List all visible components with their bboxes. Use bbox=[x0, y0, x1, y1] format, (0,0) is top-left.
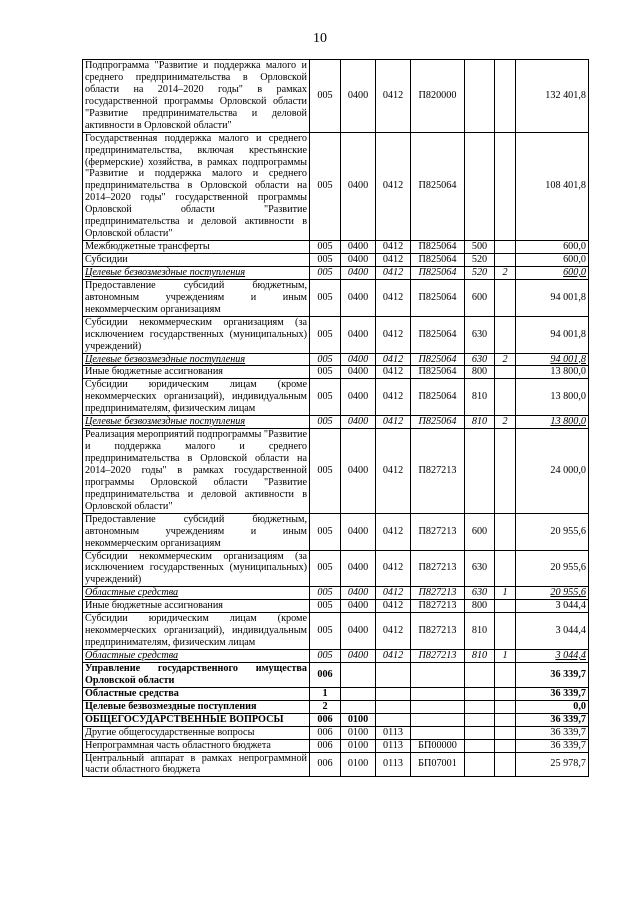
row-funding-source-code: 2 bbox=[495, 353, 516, 366]
row-subsection-code: 0113 bbox=[376, 739, 411, 752]
row-name: Непрограммная часть областного бюджета bbox=[83, 739, 310, 752]
row-target-article-code bbox=[411, 700, 465, 713]
row-name: Управление государственного имущества Орловской области bbox=[83, 662, 310, 687]
row-funding-source-code bbox=[495, 366, 516, 379]
row-grbs-code: 005 bbox=[310, 429, 341, 514]
row-amount: 3 044,4 bbox=[516, 650, 589, 663]
row-amount: 36 339,7 bbox=[516, 687, 589, 700]
row-section-code: 0400 bbox=[341, 416, 376, 429]
row-expense-type-code: 630 bbox=[465, 550, 495, 587]
row-name: Межбюджетные трансферты bbox=[83, 241, 310, 254]
row-amount: 20 955,6 bbox=[516, 587, 589, 600]
row-name: Субсидии некоммерческим организациям (за исключением государственных (муниципальных) учреждений) bbox=[83, 316, 310, 353]
table-row bbox=[83, 366, 589, 379]
row-grbs-code: 005 bbox=[310, 366, 341, 379]
row-section-code: 0400 bbox=[341, 60, 376, 133]
table-row bbox=[83, 132, 589, 240]
row-funding-source-code: 1 bbox=[495, 650, 516, 663]
row-grbs-code: 005 bbox=[310, 587, 341, 600]
row-name: Субсидии юридическим лицам (кроме некоммерческих организаций), индивидуальным предпринимателям, физическим лицам bbox=[83, 613, 310, 650]
row-target-article-code: П827213 bbox=[411, 429, 465, 514]
row-amount: 20 955,6 bbox=[516, 513, 589, 550]
row-target-article-code: П825064 bbox=[411, 379, 465, 416]
row-amount: 25 978,7 bbox=[516, 752, 589, 777]
row-funding-source-code bbox=[495, 513, 516, 550]
row-subsection-code: 0412 bbox=[376, 550, 411, 587]
row-target-article-code: П825064 bbox=[411, 366, 465, 379]
row-target-article-code: П827213 bbox=[411, 550, 465, 587]
row-grbs-code: 005 bbox=[310, 513, 341, 550]
row-amount: 132 401,8 bbox=[516, 60, 589, 133]
row-subsection-code: 0113 bbox=[376, 726, 411, 739]
table-row bbox=[83, 713, 589, 726]
row-section-code bbox=[341, 687, 376, 700]
row-expense-type-code: 520 bbox=[465, 254, 495, 267]
table-row bbox=[83, 726, 589, 739]
row-subsection-code: 0412 bbox=[376, 600, 411, 613]
row-target-article-code: П820000 bbox=[411, 60, 465, 133]
row-expense-type-code: 800 bbox=[465, 366, 495, 379]
row-subsection-code bbox=[376, 700, 411, 713]
row-funding-source-code bbox=[495, 739, 516, 752]
row-amount: 94 001,8 bbox=[516, 316, 589, 353]
row-target-article-code: П827213 bbox=[411, 600, 465, 613]
row-grbs-code: 005 bbox=[310, 650, 341, 663]
row-name: Субсидии bbox=[83, 254, 310, 267]
row-amount: 108 401,8 bbox=[516, 132, 589, 240]
row-subsection-code bbox=[376, 687, 411, 700]
row-section-code: 0400 bbox=[341, 241, 376, 254]
row-funding-source-code: 1 bbox=[495, 587, 516, 600]
table-row bbox=[83, 429, 589, 514]
row-expense-type-code bbox=[465, 132, 495, 240]
row-section-code: 0100 bbox=[341, 752, 376, 777]
row-name: Целевые безвозмездные поступления bbox=[83, 700, 310, 713]
row-grbs-code: 006 bbox=[310, 752, 341, 777]
row-section-code: 0400 bbox=[341, 650, 376, 663]
row-expense-type-code: 810 bbox=[465, 379, 495, 416]
table-row bbox=[83, 687, 589, 700]
row-grbs-code: 005 bbox=[310, 550, 341, 587]
row-target-article-code: П825064 bbox=[411, 132, 465, 240]
row-grbs-code: 005 bbox=[310, 416, 341, 429]
row-target-article-code: БП00000 bbox=[411, 739, 465, 752]
row-target-article-code: П825064 bbox=[411, 254, 465, 267]
table-row bbox=[83, 513, 589, 550]
row-funding-source-code: 2 bbox=[495, 266, 516, 279]
row-funding-source-code bbox=[495, 662, 516, 687]
row-subsection-code: 0412 bbox=[376, 279, 411, 316]
row-grbs-code: 006 bbox=[310, 739, 341, 752]
row-grbs-code: 006 bbox=[310, 726, 341, 739]
row-subsection-code: 0412 bbox=[376, 513, 411, 550]
row-expense-type-code: 630 bbox=[465, 316, 495, 353]
row-amount: 600,0 bbox=[516, 241, 589, 254]
row-amount: 36 339,7 bbox=[516, 662, 589, 687]
table-row bbox=[83, 60, 589, 133]
row-amount: 3 044,4 bbox=[516, 613, 589, 650]
row-grbs-code: 2 bbox=[310, 700, 341, 713]
row-expense-type-code bbox=[465, 739, 495, 752]
row-funding-source-code bbox=[495, 726, 516, 739]
row-section-code: 0400 bbox=[341, 429, 376, 514]
row-name: Иные бюджетные ассигнования bbox=[83, 366, 310, 379]
row-section-code: 0400 bbox=[341, 587, 376, 600]
row-target-article-code: П825064 bbox=[411, 353, 465, 366]
row-section-code: 0400 bbox=[341, 600, 376, 613]
row-name: Государственная поддержка малого и среднего предпринимательства, включая крестьянские (фермерские) хозяйства, в рамках подпрограммы "Развитие и поддержка малого и среднего предпринимательства в Орловской области на 2014–2020 годы" государственной программы Орловской области "Развитие предпринимательства и деловой активности в Орловской области" bbox=[83, 132, 310, 240]
row-target-article-code: П825064 bbox=[411, 416, 465, 429]
row-name: Подпрограмма "Развитие и поддержка малого и среднего предпринимательства в Орловской области на 2014–2020 годы" в рамках государственной программы Орловской области "Развитие предпринимательства и деловой активности в Орловской области" bbox=[83, 60, 310, 133]
row-amount: 3 044,4 bbox=[516, 600, 589, 613]
row-funding-source-code bbox=[495, 713, 516, 726]
row-name: Субсидии некоммерческим организациям (за исключением государственных (муниципальных) учреждений) bbox=[83, 550, 310, 587]
row-grbs-code: 005 bbox=[310, 60, 341, 133]
row-amount: 36 339,7 bbox=[516, 739, 589, 752]
row-section-code: 0400 bbox=[341, 132, 376, 240]
row-target-article-code: П827213 bbox=[411, 613, 465, 650]
row-expense-type-code: 810 bbox=[465, 416, 495, 429]
row-grbs-code: 005 bbox=[310, 241, 341, 254]
row-grbs-code: 005 bbox=[310, 266, 341, 279]
row-name: Областные средства bbox=[83, 587, 310, 600]
table-row bbox=[83, 279, 589, 316]
row-expense-type-code: 520 bbox=[465, 266, 495, 279]
row-expense-type-code: 500 bbox=[465, 241, 495, 254]
row-funding-source-code bbox=[495, 687, 516, 700]
row-amount: 20 955,6 bbox=[516, 550, 589, 587]
row-name: Целевые безвозмездные поступления bbox=[83, 353, 310, 366]
row-name: Реализация мероприятий подпрограммы "Развитие и поддержка малого и среднего предпринимательства в Орловской области на 2014–2020 годы" в рамках государственной программы Орловской области "Развитие предпринимательства и деловой активности в Орловской области" bbox=[83, 429, 310, 514]
row-funding-source-code bbox=[495, 700, 516, 713]
row-target-article-code: П825064 bbox=[411, 316, 465, 353]
row-expense-type-code: 600 bbox=[465, 513, 495, 550]
row-name: Областные средства bbox=[83, 650, 310, 663]
row-expense-type-code: 630 bbox=[465, 353, 495, 366]
row-funding-source-code bbox=[495, 379, 516, 416]
row-amount: 36 339,7 bbox=[516, 713, 589, 726]
table-row bbox=[83, 353, 589, 366]
row-amount: 600,0 bbox=[516, 254, 589, 267]
row-name: Целевые безвозмездные поступления bbox=[83, 266, 310, 279]
table-row bbox=[83, 416, 589, 429]
row-amount: 94 001,8 bbox=[516, 279, 589, 316]
row-target-article-code: П827213 bbox=[411, 587, 465, 600]
row-funding-source-code bbox=[495, 429, 516, 514]
row-subsection-code: 0412 bbox=[376, 366, 411, 379]
row-grbs-code: 005 bbox=[310, 353, 341, 366]
row-subsection-code: 0412 bbox=[376, 587, 411, 600]
row-section-code: 0400 bbox=[341, 316, 376, 353]
row-target-article-code: БП07001 bbox=[411, 752, 465, 777]
row-expense-type-code bbox=[465, 429, 495, 514]
row-name: Предоставление субсидий бюджетным, автономным учреждениям и иным некоммерческим организациям bbox=[83, 279, 310, 316]
row-expense-type-code bbox=[465, 687, 495, 700]
table-row bbox=[83, 662, 589, 687]
row-grbs-code: 005 bbox=[310, 316, 341, 353]
table-row bbox=[83, 379, 589, 416]
page-number: 10 bbox=[313, 31, 327, 46]
row-subsection-code: 0412 bbox=[376, 416, 411, 429]
row-section-code: 0400 bbox=[341, 613, 376, 650]
row-grbs-code: 006 bbox=[310, 713, 341, 726]
table-row bbox=[83, 587, 589, 600]
row-amount: 13 800,0 bbox=[516, 416, 589, 429]
table-row bbox=[83, 650, 589, 663]
row-amount: 13 800,0 bbox=[516, 366, 589, 379]
row-subsection-code: 0412 bbox=[376, 429, 411, 514]
row-section-code: 0100 bbox=[341, 739, 376, 752]
row-amount: 0,0 bbox=[516, 700, 589, 713]
row-name: Предоставление субсидий бюджетным, автономным учреждениям и иным некоммерческим организациям bbox=[83, 513, 310, 550]
row-funding-source-code bbox=[495, 279, 516, 316]
table-row bbox=[83, 241, 589, 254]
row-subsection-code bbox=[376, 662, 411, 687]
row-section-code: 0100 bbox=[341, 713, 376, 726]
table-row bbox=[83, 613, 589, 650]
row-expense-type-code bbox=[465, 752, 495, 777]
row-subsection-code: 0412 bbox=[376, 254, 411, 267]
row-name: Субсидии юридическим лицам (кроме некоммерческих организаций), индивидуальным предпринимателям, физическим лицам bbox=[83, 379, 310, 416]
table-row bbox=[83, 600, 589, 613]
row-section-code: 0400 bbox=[341, 266, 376, 279]
row-funding-source-code bbox=[495, 316, 516, 353]
row-section-code: 0400 bbox=[341, 366, 376, 379]
row-funding-source-code: 2 bbox=[495, 416, 516, 429]
row-subsection-code: 0412 bbox=[376, 379, 411, 416]
row-subsection-code: 0412 bbox=[376, 353, 411, 366]
row-funding-source-code bbox=[495, 60, 516, 133]
row-expense-type-code: 600 bbox=[465, 279, 495, 316]
row-name: Иные бюджетные ассигнования bbox=[83, 600, 310, 613]
row-subsection-code: 0412 bbox=[376, 60, 411, 133]
row-expense-type-code bbox=[465, 662, 495, 687]
row-subsection-code: 0412 bbox=[376, 132, 411, 240]
row-target-article-code: П825064 bbox=[411, 241, 465, 254]
table-row bbox=[83, 254, 589, 267]
row-grbs-code: 005 bbox=[310, 279, 341, 316]
row-section-code: 0100 bbox=[341, 726, 376, 739]
row-subsection-code: 0412 bbox=[376, 650, 411, 663]
row-grbs-code: 1 bbox=[310, 687, 341, 700]
table-row bbox=[83, 700, 589, 713]
row-section-code: 0400 bbox=[341, 379, 376, 416]
row-target-article-code bbox=[411, 687, 465, 700]
row-grbs-code: 005 bbox=[310, 613, 341, 650]
table-row bbox=[83, 752, 589, 777]
row-section-code bbox=[341, 662, 376, 687]
row-name: Областные средства bbox=[83, 687, 310, 700]
row-funding-source-code bbox=[495, 132, 516, 240]
row-expense-type-code: 810 bbox=[465, 650, 495, 663]
row-amount: 94 001,8 bbox=[516, 353, 589, 366]
row-funding-source-code bbox=[495, 600, 516, 613]
row-target-article-code: П827213 bbox=[411, 513, 465, 550]
row-funding-source-code bbox=[495, 254, 516, 267]
row-name: Другие общегосударственные вопросы bbox=[83, 726, 310, 739]
row-funding-source-code bbox=[495, 550, 516, 587]
row-subsection-code: 0412 bbox=[376, 266, 411, 279]
row-amount: 600,0 bbox=[516, 266, 589, 279]
row-section-code: 0400 bbox=[341, 550, 376, 587]
row-expense-type-code bbox=[465, 713, 495, 726]
table-row bbox=[83, 266, 589, 279]
row-target-article-code: П825064 bbox=[411, 266, 465, 279]
row-grbs-code: 005 bbox=[310, 132, 341, 240]
row-target-article-code: П825064 bbox=[411, 279, 465, 316]
row-subsection-code: 0412 bbox=[376, 316, 411, 353]
row-name: ОБЩЕГОСУДАРСТВЕННЫЕ ВОПРОСЫ bbox=[83, 713, 310, 726]
row-section-code: 0400 bbox=[341, 279, 376, 316]
row-target-article-code bbox=[411, 726, 465, 739]
row-name: Центральный аппарат в рамках непрограммной части областного бюджета bbox=[83, 752, 310, 777]
row-amount: 24 000,0 bbox=[516, 429, 589, 514]
row-subsection-code bbox=[376, 713, 411, 726]
row-funding-source-code bbox=[495, 613, 516, 650]
row-subsection-code: 0412 bbox=[376, 613, 411, 650]
row-expense-type-code bbox=[465, 700, 495, 713]
row-target-article-code bbox=[411, 662, 465, 687]
row-grbs-code: 005 bbox=[310, 600, 341, 613]
row-subsection-code: 0113 bbox=[376, 752, 411, 777]
row-section-code: 0400 bbox=[341, 513, 376, 550]
row-name: Целевые безвозмездные поступления bbox=[83, 416, 310, 429]
row-expense-type-code: 800 bbox=[465, 600, 495, 613]
row-funding-source-code bbox=[495, 752, 516, 777]
row-grbs-code: 006 bbox=[310, 662, 341, 687]
budget-table bbox=[82, 59, 589, 777]
row-expense-type-code bbox=[465, 726, 495, 739]
table-row bbox=[83, 739, 589, 752]
row-expense-type-code: 630 bbox=[465, 587, 495, 600]
table-row bbox=[83, 550, 589, 587]
row-funding-source-code bbox=[495, 241, 516, 254]
row-amount: 36 339,7 bbox=[516, 726, 589, 739]
row-target-article-code: П827213 bbox=[411, 650, 465, 663]
row-subsection-code: 0412 bbox=[376, 241, 411, 254]
table-row bbox=[83, 316, 589, 353]
row-amount: 13 800,0 bbox=[516, 379, 589, 416]
row-section-code: 0400 bbox=[341, 254, 376, 267]
row-section-code bbox=[341, 700, 376, 713]
row-section-code: 0400 bbox=[341, 353, 376, 366]
row-grbs-code: 005 bbox=[310, 254, 341, 267]
row-grbs-code: 005 bbox=[310, 379, 341, 416]
row-target-article-code bbox=[411, 713, 465, 726]
row-expense-type-code bbox=[465, 60, 495, 133]
row-expense-type-code: 810 bbox=[465, 613, 495, 650]
